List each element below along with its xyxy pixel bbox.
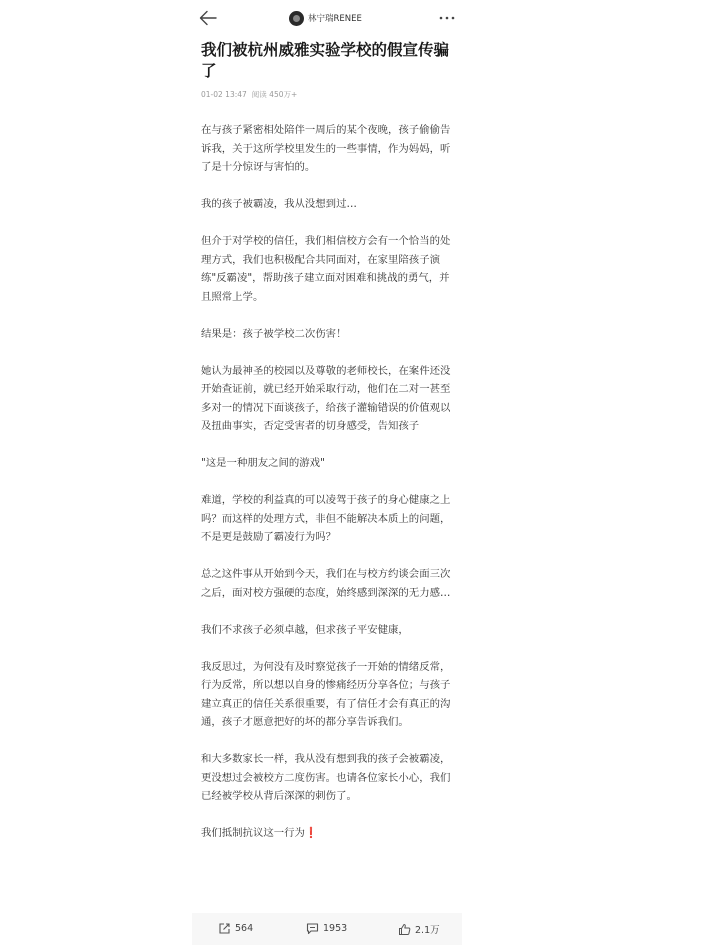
article-body <box>201 121 455 843</box>
phone-screen <box>192 0 462 945</box>
more-dots-icon[interactable] <box>438 9 456 27</box>
like-count: 2.1万 <box>415 925 440 936</box>
author-name[interactable]: 林宁瑞RENEE <box>308 14 362 24</box>
paragraph: 我反思过，为何没有及时察觉孩子一开始的情绪反常，行为反常，所以想以自身的惨痛经历分享各位；与孩子建立真正的信任关系很重要，有了信任才会有真正的沟通，孩子才愿意把好的坏的都分享告诉我们。 <box>201 660 451 728</box>
read-count: 阅读 450万+ <box>251 90 298 99</box>
paragraph: 总之这件事从开始到今天，我们在与校方约谈会面三次之后，面对校方强硬的态度，始终感到深深的无力感… <box>201 568 451 599</box>
comment-button[interactable] <box>306 922 347 935</box>
share-count: 564 <box>235 923 254 934</box>
like-button[interactable] <box>398 922 440 936</box>
share-button[interactable] <box>218 922 253 935</box>
paragraph: 难道，学校的利益真的可以凌驾于孩子的身心健康之上吗？而这样的处理方式，非但不能解决本质上的问题，不是更是鼓励了霸凌行为吗？ <box>201 494 451 543</box>
paragraph: 我的孩子被霸凌，我从没想到过… <box>201 198 357 210</box>
paragraph: "这是一种朋友之间的游戏" <box>201 457 325 469</box>
article-title: 我们被杭州威雅实验学校的假宣传骗了 <box>201 41 450 80</box>
thumbs-up-icon <box>398 923 411 936</box>
comment-icon <box>306 922 319 935</box>
publish-date: 01-02 13:47 <box>201 90 247 99</box>
paragraph: 我们不求孩子必须卓越，但求孩子平安健康， <box>201 623 409 636</box>
avatar[interactable] <box>289 11 304 26</box>
article-meta <box>201 89 297 100</box>
paragraph: 但介于对学校的信任，我们相信校方会有一个恰当的处理方式，我们也积极配合共同面对，在家里陪孩子演练"反霸凌"，帮助孩子建立面对困难和挑战的勇气，并且照常上学。 <box>201 235 451 303</box>
paragraph: 她认为最神圣的校园以及尊敬的老师校长，在案件还没开始查证前，就已经开始采取行动，他们在二对一甚至多对一的情况下面谈孩子，给孩子灌输错误的价值观以及扭曲事实，否定受害者的切身感受，告知孩子 <box>201 364 451 432</box>
paragraph: 和大多数家长一样，我从没有想到我的孩子会被霸凌，更没想过会被校方二度伤害。也请各位家长小心，我们已经被学校从背后深深的刺伤了。 <box>201 753 451 802</box>
author-info[interactable] <box>289 10 362 26</box>
share-icon <box>218 922 231 935</box>
bottom-action-bar <box>192 913 462 945</box>
top-bar <box>192 0 462 36</box>
paragraph: 我们抵制抗议这一行为❗ <box>201 827 318 839</box>
paragraph: 结果是：孩子被学校二次伤害！ <box>201 327 347 340</box>
back-arrow-icon[interactable] <box>198 9 218 27</box>
comment-count: 1953 <box>323 923 348 934</box>
paragraph: 在与孩子紧密相处陪伴一周后的某个夜晚，孩子偷偷告诉我，关于这所学校里发生的一些事情，作为妈妈，听了是十分惊讶与害怕的。 <box>201 124 451 173</box>
